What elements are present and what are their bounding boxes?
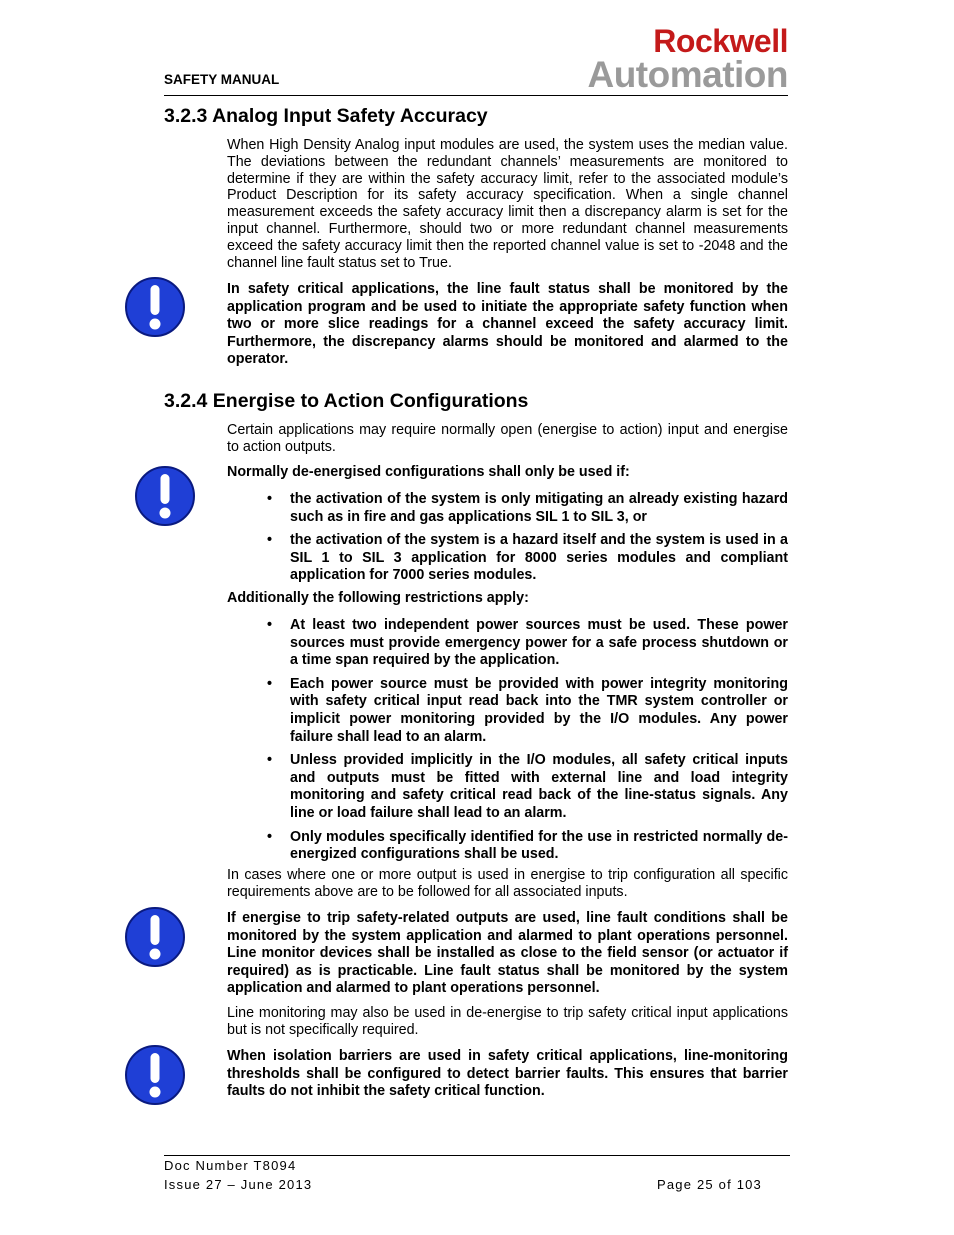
list-item: • Only modules specifically identified for the use in restricted normally de-energized configurations shall be used. [227,829,788,864]
section-heading-analog: 3.2.3 Analog Input Safety Accuracy [164,105,488,127]
footer-doc-number: Doc Number T8094 [164,1158,297,1173]
condition-lead: Normally de-energised configurations shall only be used if: [227,464,630,480]
header-label: SAFETY MANUAL [164,72,280,87]
exclamation-icon [124,1044,186,1106]
list-item: • the activation of the system is only mitigating an already existing hazard such as in fire and gas applications SIL 1 to SIL 3, or [227,491,788,526]
exclamation-icon [124,906,186,968]
list-item: • Each power source must be provided with power integrity monitoring with safety critical input read back into the TMR system controller or implicit power monitoring provided by the I/O modules. Any power failure shall lead to an alarm. [227,676,788,746]
exclamation-icon [134,465,196,527]
exclamation-icon [124,276,186,338]
company-logo [587,23,788,96]
energise-intro-paragraph: Certain applications may require normally open (energise to action) input and energise to action outputs. [227,422,788,455]
energise-trip-paragraph: In cases where one or more output is used in energise to trip configuration all specific requirements above are to be followed for all associated inputs. [227,867,788,900]
warning-energise-trip: If energise to trip safety-related outputs are used, line fault conditions shall be monitored by the system application and alarmed to plant operations personnel. Line monitor devices shall be installed as close to the field sensor (or actuator if required) as is practicable. Line fault status shall be monitored by the system application and alarmed to plant operations personnel. [227,910,788,997]
conditions-list [227,491,788,591]
logo-line-1: Rockwell [653,23,788,59]
header-divider [164,95,788,96]
restrictions-list [227,617,788,870]
warning-isolation-barriers: When isolation barriers are used in safety critical applications, line-monitoring thresholds shall be configured to detect barrier faults. This ensures that barrier faults do not inhibit the safety critical function. [227,1048,788,1100]
line-monitoring-paragraph: Line monitoring may also be used in de-energise to trip safety critical input applications but is not specifically required. [227,1005,788,1038]
footer-issue: Issue 27 – June 2013 [164,1177,313,1192]
footer-page-number: Page 25 of 103 [657,1177,762,1192]
warning-line-fault-monitoring: In safety critical applications, the line fault status shall be monitored by the application program and be used to initiate the appropriate safety function when two or more slice readings for a channel exceed the safety accuracy limit. Furthermore, the discrepancy alarms should be monitored and alarmed to the operator. [227,281,788,368]
analog-accuracy-paragraph: When High Density Analog input modules are used, the system uses the median value. The deviations between the redundant channels’ measurements are monitored to determine if they are within the safety accuracy limit, refer to the associated module’s Product Description for its safety accuracy specification. When a single channel measurement exceeds the safety accuracy limit then a discrepancy alarm is set for the input channel. Furthermore, should two or more redundant channel measurements exceed the safety accuracy limit then the reported channel value is set to -2048 and the channel line fault status set to True. [227,137,788,271]
restrictions-lead: Additionally the following restrictions apply: [227,590,529,606]
section-heading-energise: 3.2.4 Energise to Action Configurations [164,390,529,412]
footer-divider [164,1155,790,1156]
list-item: • Unless provided implicitly in the I/O modules, all safety critical inputs and outputs must be fitted with external line and load integrity monitoring and safety critical read back of the line-status signals. Any line or load failure shall lead to an alarm. [227,752,788,822]
logo-line-2: Automation [587,54,788,96]
list-item: • At least two independent power sources must be used. These power sources must provide emergency power for a safe process shutdown or a time span required by the application. [227,617,788,670]
list-item: • the activation of the system is a hazard itself and the system is used in a SIL 1 to SIL 3 application for 8000 series modules and compliant application for 7000 series modules. [227,532,788,585]
